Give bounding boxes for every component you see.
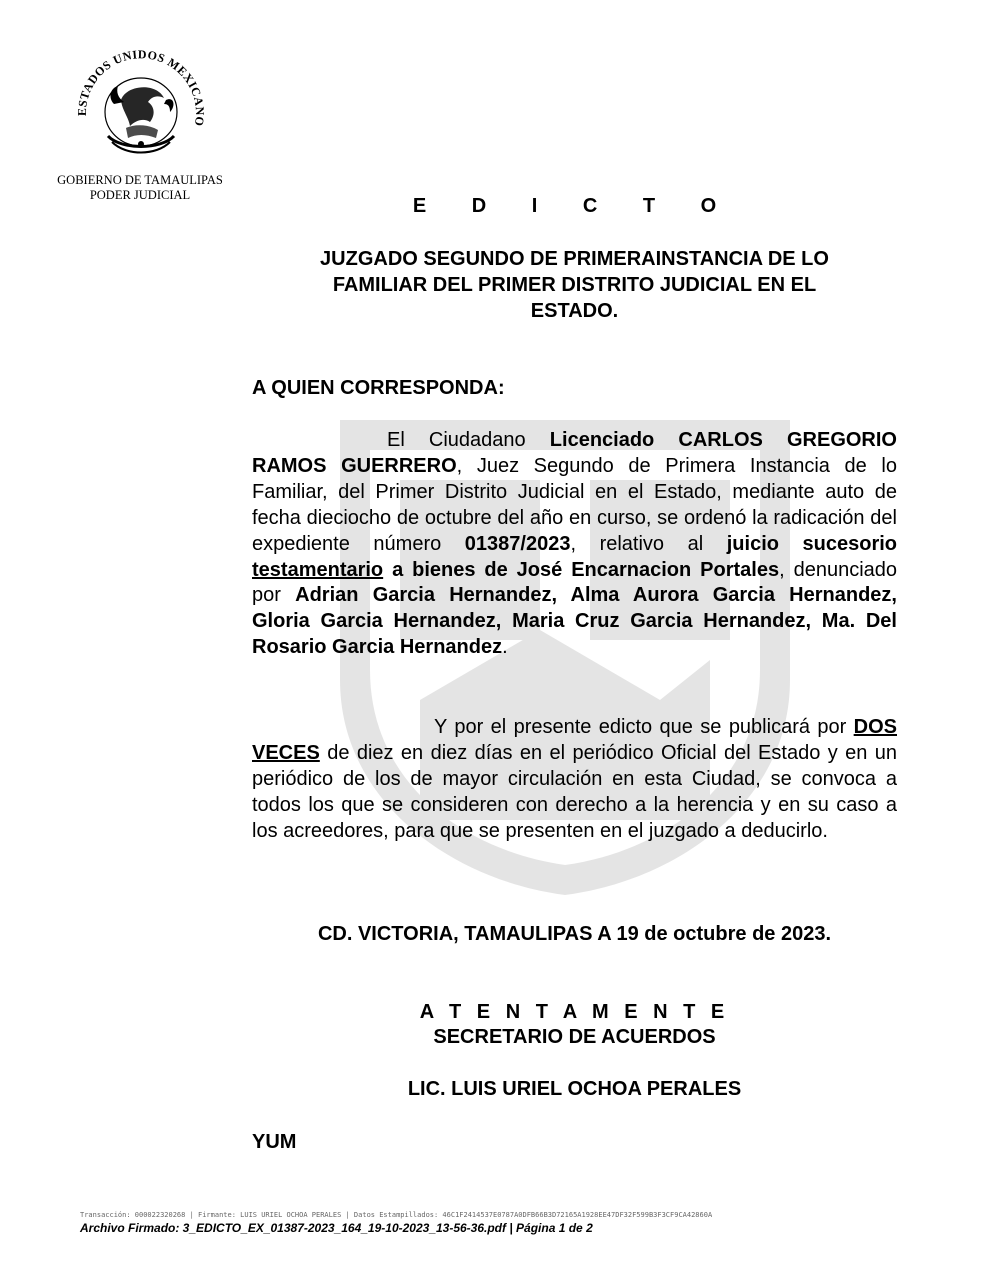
body-paragraph-1: El Ciudadano Licenciado CARLOS GREGORIO RAMOS GUERRERO, Juez Segundo de Primera Instancia de lo Familiar, del Primer Distrito Judicial en el Estado, mediante auto de fecha dieciocho de octubre del año en curso, se ordenó la radicación del expediente número 01387/2023, relativo al juicio sucesorio testamentario a bienes de José Encarnacion Portales, denunciado por Adrian Garcia Hernandez, Alma Aurora Garcia Hernandez, Gloria Garcia Hernandez, Maria Cruz Garcia Hernandez, Ma. Del Rosario Garcia Hernandez. (252, 429, 898, 659)
svg-text:ESTADOS UNIDOS MEXICANOS: ESTADOS UNIDOS MEXICANO (74, 47, 208, 128)
addressee: A QUIEN CORRESPONDA: (252, 377, 505, 399)
signer-name: LIC. LUIS URIEL OCHOA PERALES (407, 1078, 742, 1100)
court-name-line-1: JUZGADO SEGUNDO DE PRIMERAINSTANCIA DE LO (320, 248, 829, 270)
deceased-name: a bienes de José Encarnacion Portales (383, 558, 780, 581)
trial-type: testamentario (252, 558, 384, 581)
case-number: 01387/2023 (464, 532, 571, 555)
document-title: E D I C T O (412, 195, 737, 217)
court-name-line-2: FAMILIAR DEL PRIMER DISTRITO JUDICIAL EN EL (332, 274, 817, 296)
place-and-date: CD. VICTORIA, TAMAULIPAS A 19 de octubre de 2023. (317, 923, 832, 945)
signed-file-info: Archivo Firmado: 3_EDICTO_EX_01387-2023_164_19-10-2023_13-56-36.pdf | Página 1 de 2 (80, 1221, 593, 1235)
publication-frequency: DOS VECES (252, 716, 897, 764)
judge-name: Licenciado CARLOS GREGORIO RAMOS GUERRERO (252, 429, 897, 477)
typist-initials: YUM (252, 1131, 297, 1153)
claimants: Adrian Garcia Hernandez, Alma Aurora Garcia Hernandez, Gloria Garcia Hernandez, Maria Cruz Garcia Hernandez, Ma. Del Rosario Garcia Hernandez (252, 584, 897, 659)
national-seal-logo (66, 40, 216, 170)
transaction-stamp: Transacción: 000022320268 | Firmante: LUIS URIEL OCHOA PERALES | Datos Estampillados: 46C1F2414537E0787A0DFB66B3D72165A1928EE47DF32F599B3F3CF9CA42860A (80, 1211, 713, 1219)
closing-regards: A T E N T A M E N T E (419, 1001, 730, 1023)
court-name (252, 246, 897, 324)
issuing-organization (40, 173, 240, 203)
body-paragraph-2: Y por el presente edicto que se publicará por DOS VECES de diez en diez días en el periódico Oficial del Estado y en un periódico de los de mayor circulación en esta Ciudad, se convoca a todos los que se consideren con derecho a la herencia y en su caso a los acreedores, para que se presenten en el juzgado a deducirlo. (252, 716, 897, 842)
org-government: GOBIERNO DE TAMAULIPAS (57, 173, 223, 187)
court-name-line-3: ESTADO. (530, 300, 619, 322)
signer-role: SECRETARIO DE ACUERDOS (433, 1026, 716, 1048)
org-judicial-power: PODER JUDICIAL (89, 188, 191, 202)
